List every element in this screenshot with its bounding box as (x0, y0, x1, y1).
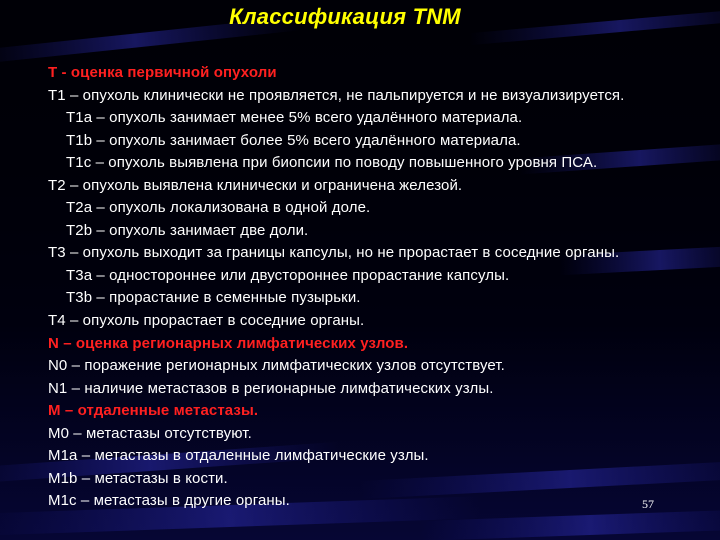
item-line: N0 – поражение регионарных лимфатических узлов отсутствует. (48, 357, 505, 375)
section-heading: М – отдаленные метастазы. (48, 402, 259, 420)
section-heading: Т - оценка первичной опухоли (48, 64, 277, 81)
slide-title: Классификация TNM (229, 4, 461, 29)
item-line: Т3 – опухоль выходит за границы капсулы, но не прорастает в соседние органы. (48, 244, 620, 262)
item-line: Т2 – опухоль выявлена клинически и ограничена железой. (48, 176, 463, 194)
slide-number: 57 (642, 497, 654, 511)
sub-item-line: Т1с – опухоль выявлена при биопсии по поводу повышенного уровня ПСА. (66, 154, 598, 172)
item-line: N1 – наличие метастазов в регионарные лимфатических узлы. (48, 379, 494, 397)
item-line: М1b – метастазы в кости. (48, 469, 228, 487)
sub-item-line: Т1а – опухоль занимает менее 5% всего удалённого материала. (66, 109, 523, 127)
sub-item-line: Т2а – опухоль локализована в одной доле. (66, 199, 371, 217)
sub-item-line: Т3а – одностороннее или двустороннее прорастание капсулы. (66, 266, 510, 284)
sub-item-line: Т3b – прорастание в семенные пузырьки. (66, 289, 361, 307)
sub-item-line: Т2b – опухоль занимает две доли. (66, 221, 309, 239)
tnm-classification-text (48, 62, 708, 513)
item-line: Т1 – опухоль клинически не проявляется, не пальпируется и не визуализируется. (48, 86, 625, 104)
item-line: М1с – метастазы в другие органы. (48, 492, 290, 510)
section-heading: N – оценка регионарных лимфатических узлов. (48, 334, 409, 352)
item-line: Т4 – опухоль прорастает в соседние органы. (48, 312, 365, 330)
item-line: М0 – метастазы отсутствуют. (48, 424, 252, 442)
item-line: М1а – метастазы в отдаленные лимфатические узлы. (48, 447, 429, 465)
sub-item-line: Т1b – опухоль занимает более 5% всего удалённого материала. (66, 131, 521, 149)
